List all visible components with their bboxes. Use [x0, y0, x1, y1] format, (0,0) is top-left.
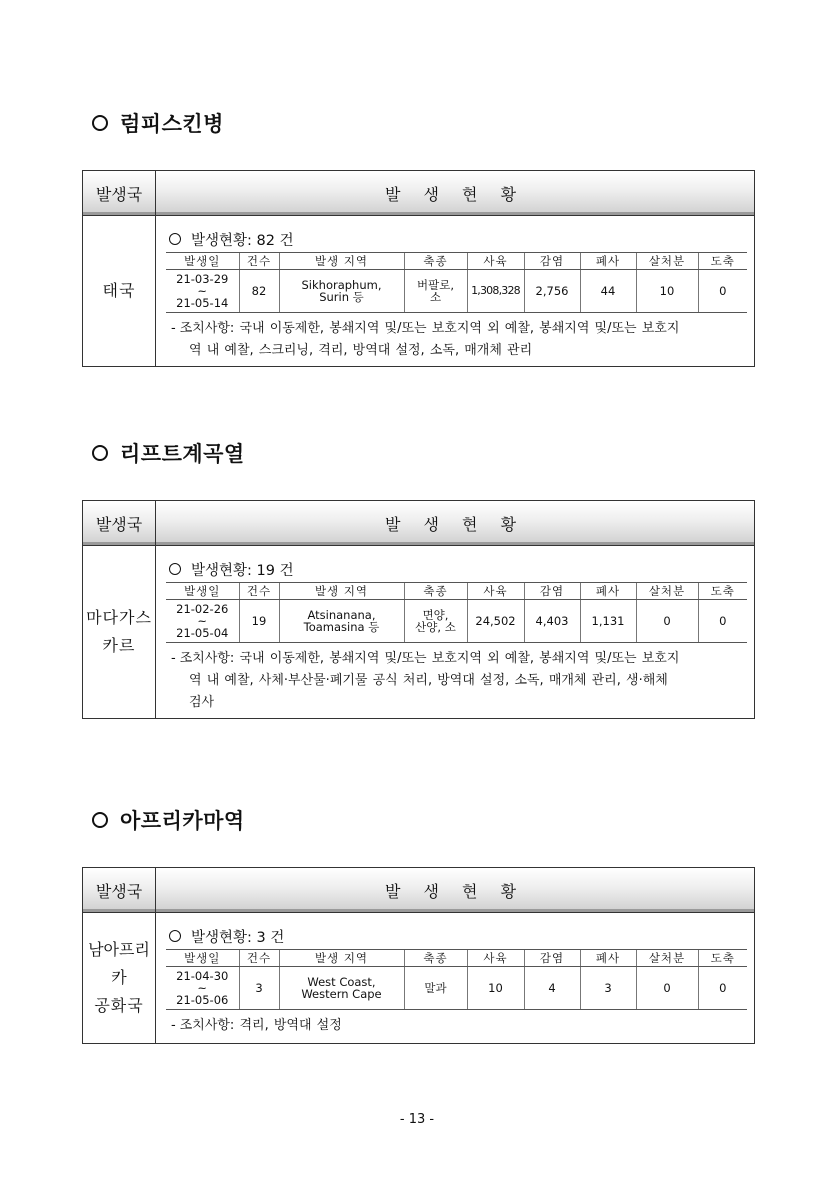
date-sep: ~: [197, 981, 208, 995]
date-end: 21-05-14: [176, 296, 229, 310]
raised-cell: 10: [467, 967, 524, 1010]
col-header: 감염: [524, 253, 580, 270]
col-header: 발생 지역: [279, 583, 404, 600]
measures-text: - 조치사항: 국내 이동제한, 봉쇄지역 및/또는 보호지역 외 예찰, 봉쇄지역 및/또는 보호지 역 내 예찰, 사체·부산물·폐기물 공식 처리, 방역대 설정, 소독, 매개체 관리, 생·해체 검사: [166, 648, 747, 718]
species-line: 말과: [424, 981, 447, 995]
col-header: 발생 지역: [279, 950, 404, 967]
table-header-row: [166, 583, 747, 600]
col-header: 사육: [467, 583, 524, 600]
section-title-text: 아프리카마역: [120, 809, 245, 833]
date-cell: [166, 600, 239, 643]
outbreak-block-rift-valley: [82, 500, 755, 719]
section-title-text: 럼피스킨병: [120, 112, 224, 136]
outbreak-block-lumpy-skin: [82, 170, 755, 367]
species-line: 면양,: [422, 608, 449, 622]
table-header-row: [166, 950, 747, 967]
region-line: Atsinanana,: [307, 608, 376, 622]
col-header: 살처분: [636, 583, 698, 600]
count-cell: 19: [239, 600, 279, 643]
bullet-circle-icon: [169, 930, 181, 942]
measures-line: 조치사항: 격리, 방역대 설정: [179, 1018, 342, 1033]
region-line: Surin 등: [319, 290, 364, 304]
section-title-lumpy-skin: [92, 108, 224, 138]
country-name-line: 카르: [102, 636, 136, 655]
region-line: Western Cape: [301, 987, 382, 1001]
region-cell: [279, 600, 404, 643]
col-header: 폐사: [580, 583, 636, 600]
page-number: - 13 -: [399, 1112, 435, 1127]
outbreak-table: [166, 252, 747, 313]
country-cell: [83, 913, 156, 1043]
measures-line: 역 내 예찰, 사체·부산물·폐기물 공식 처리, 방역대 설정, 소독, 매개체 관리, 생·해체: [189, 673, 668, 688]
status-content: [156, 546, 754, 718]
col-header: 사육: [467, 253, 524, 270]
col-header: 도축: [698, 583, 747, 600]
bullet-circle-icon: [92, 812, 108, 828]
col-header: 발생일: [166, 583, 239, 600]
section-title-rift-valley: [92, 438, 245, 468]
measures-line: 조치사항: 국내 이동제한, 봉쇄지역 및/또는 보호지역 외 예찰, 봉쇄지역 및/또는 보호지: [179, 651, 680, 666]
table-row: [166, 967, 747, 1010]
infected-cell: 4: [524, 967, 580, 1010]
date-start: 21-04-30: [176, 969, 229, 983]
status-col-header: 발 생 현 황: [384, 881, 526, 901]
col-header: 건수: [239, 253, 279, 270]
col-header: 발생 지역: [279, 253, 404, 270]
status-summary: [166, 556, 747, 582]
measures-line: 검사: [189, 695, 215, 710]
region-cell: [279, 270, 404, 313]
date-end: 21-05-06: [176, 993, 229, 1007]
status-content: [156, 216, 754, 366]
slaughtered-cell: 0: [698, 967, 747, 1010]
region-line: West Coast,: [307, 975, 376, 989]
country-col-header: 발생국: [83, 868, 156, 912]
country-name-line: 남아프리카: [88, 940, 150, 987]
species-cell: [404, 967, 467, 1010]
country-col-header: 발생국: [83, 501, 156, 545]
col-header: 폐사: [580, 950, 636, 967]
species-line: 버팔로,: [417, 278, 454, 292]
dead-cell: 3: [580, 967, 636, 1010]
status-content: [156, 913, 754, 1043]
col-header: 축종: [404, 583, 467, 600]
raised-cell: 1,308,328: [467, 270, 524, 313]
region-cell: [279, 967, 404, 1010]
date-sep: ~: [197, 284, 208, 298]
country-col-header: 발생국: [83, 171, 156, 215]
country-name-line: 공화국: [94, 996, 144, 1015]
slaughtered-cell: 0: [698, 270, 747, 313]
bullet-circle-icon: [169, 233, 181, 245]
count-cell: 82: [239, 270, 279, 313]
species-cell: [404, 600, 467, 643]
date-cell: [166, 967, 239, 1010]
culled-cell: 0: [636, 600, 698, 643]
col-header: 축종: [404, 253, 467, 270]
date-start: 21-03-29: [176, 272, 229, 286]
block-header: [83, 501, 754, 546]
measures-text: - 조치사항: 격리, 방역대 설정: [171, 1018, 342, 1033]
country-name-line: 태국: [102, 281, 136, 300]
col-header: 감염: [524, 950, 580, 967]
region-line: Toamasina 등: [303, 620, 380, 634]
species-line: 소: [429, 290, 442, 304]
table-header-row: [166, 253, 747, 270]
bullet-circle-icon: [92, 115, 108, 131]
species-cell: [404, 270, 467, 313]
col-header: 살처분: [636, 950, 698, 967]
date-end: 21-05-04: [176, 626, 229, 640]
col-header: 발생일: [166, 253, 239, 270]
date-cell: [166, 270, 239, 313]
infected-cell: 4,403: [524, 600, 580, 643]
culled-cell: 0: [636, 967, 698, 1010]
raised-cell: 24,502: [467, 600, 524, 643]
col-header: 감염: [524, 583, 580, 600]
status-text: 발생현황: 82 건: [191, 232, 294, 249]
col-header: 축종: [404, 950, 467, 967]
region-line: Sikhoraphum,: [301, 278, 382, 292]
slaughtered-cell: 0: [698, 600, 747, 643]
country-cell: [83, 216, 156, 366]
count-cell: 3: [239, 967, 279, 1010]
country-name-line: 마다가스: [86, 608, 152, 627]
measures-line: 조치사항: 국내 이동제한, 봉쇄지역 및/또는 보호지역 외 예찰, 봉쇄지역 및/또는 보호지: [179, 321, 680, 336]
col-header: 사육: [467, 950, 524, 967]
species-line: 산양, 소: [415, 620, 456, 634]
col-header: 도축: [698, 950, 747, 967]
col-header: 폐사: [580, 253, 636, 270]
status-col-header: 발 생 현 황: [384, 514, 526, 534]
culled-cell: 10: [636, 270, 698, 313]
status-text: 발생현황: 19 건: [191, 562, 294, 579]
status-summary: [166, 226, 747, 252]
infected-cell: 2,756: [524, 270, 580, 313]
bullet-circle-icon: [169, 563, 181, 575]
outbreak-table: [166, 949, 747, 1010]
outbreak-table: [166, 582, 747, 643]
measures-text: - 조치사항: 국내 이동제한, 봉쇄지역 및/또는 보호지역 외 예찰, 봉쇄지역 및/또는 보호지 역 내 예찰, 스크리닝, 격리, 방역대 설정, 소독, 매개체 관리: [166, 318, 747, 366]
status-col-header: 발 생 현 황: [384, 184, 526, 204]
outbreak-block-african-horse-sickness: [82, 867, 755, 1044]
col-header: 도축: [698, 253, 747, 270]
dead-cell: 44: [580, 270, 636, 313]
block-header: [83, 868, 754, 913]
dead-cell: 1,131: [580, 600, 636, 643]
col-header: 건수: [239, 950, 279, 967]
block-header: [83, 171, 754, 216]
section-title-text: 리프트계곡열: [120, 442, 245, 466]
measures-line: 역 내 예찰, 스크리닝, 격리, 방역대 설정, 소독, 매개체 관리: [189, 343, 533, 358]
date-sep: ~: [197, 614, 208, 628]
col-header: 살처분: [636, 253, 698, 270]
country-cell: [83, 546, 156, 718]
col-header: 발생일: [166, 950, 239, 967]
table-row: [166, 600, 747, 643]
status-summary: [166, 923, 747, 949]
bullet-circle-icon: [92, 445, 108, 461]
date-start: 21-02-26: [176, 602, 229, 616]
status-text: 발생현황: 3 건: [191, 929, 285, 946]
col-header: 건수: [239, 583, 279, 600]
table-row: [166, 270, 747, 313]
section-title-african-horse-sickness: [92, 805, 245, 835]
